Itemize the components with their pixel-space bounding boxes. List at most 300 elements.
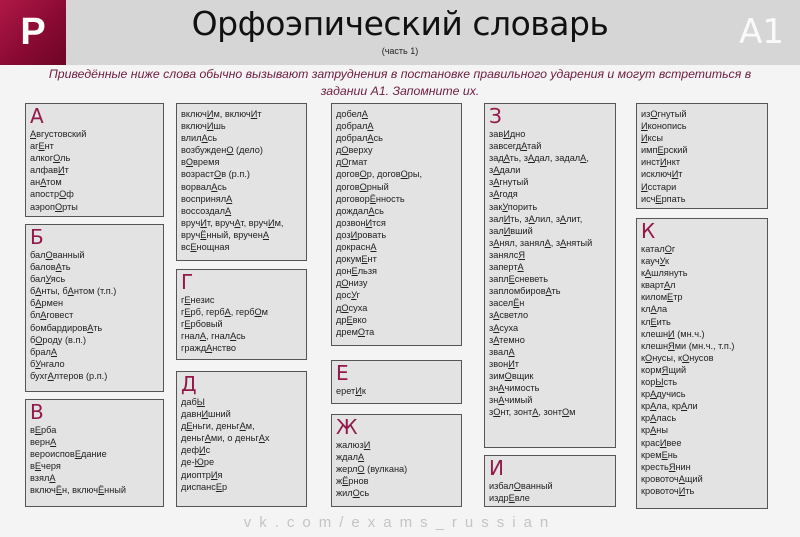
stressed-letter: О <box>341 145 349 156</box>
dictionary-word: исчЕрпать <box>641 193 686 204</box>
dictionary-word: балУясь <box>30 274 66 285</box>
stressed-letter: О <box>504 370 512 381</box>
dictionary-word: вернА <box>30 437 57 448</box>
page-subtitle: (часть 1) <box>381 46 419 56</box>
stressed-letter: А <box>226 193 233 204</box>
stressed-letter: И <box>365 217 373 228</box>
section-v <box>25 399 164 507</box>
dictionary-word: кАшлянуть <box>641 268 688 279</box>
dictionary-word: знАчимость <box>489 382 540 393</box>
dictionary-word: дождалАсь <box>336 205 384 216</box>
stressed-letter: А <box>580 153 587 164</box>
section-e <box>331 360 462 404</box>
dictionary-word: клешнЯми (мн.ч., т.п.) <box>641 340 735 351</box>
stressed-letter: А <box>650 304 657 315</box>
dictionary-word: завсегдАтай <box>489 141 542 152</box>
dictionary-word: зимОвщик <box>489 370 534 381</box>
stressed-letter: А <box>30 129 37 139</box>
stressed-letter: И <box>206 121 214 132</box>
dictionary-word: завИдно <box>489 129 526 139</box>
stressed-letter: А <box>645 268 652 279</box>
stressed-letter: А <box>493 177 500 188</box>
dictionary-word: крАлась <box>641 413 677 424</box>
dictionary-word: дОнизу <box>336 278 368 289</box>
stressed-letter: Е <box>186 421 193 432</box>
section-letter: А <box>30 104 44 128</box>
dictionary-word: включЁн, включЁнный <box>30 485 127 496</box>
dictionary-word: исключИт <box>641 169 683 180</box>
dictionary-word: диспансЕр <box>181 481 228 492</box>
stressed-letter: У <box>351 290 357 301</box>
stressed-letter: Е <box>184 307 191 318</box>
dictionary-word: донЕльзя <box>336 266 378 277</box>
stressed-letter: Е <box>346 314 353 325</box>
stressed-letter: А <box>681 401 688 412</box>
intro-line-2: задании А1. Запомните их. <box>320 84 480 98</box>
section-g <box>176 269 307 360</box>
section-letter: И <box>489 456 504 480</box>
stressed-letter: А <box>204 433 211 444</box>
stressed-letter: А <box>370 242 377 253</box>
stressed-letter: Е <box>351 266 358 277</box>
stressed-letter: Я <box>518 249 525 260</box>
dictionary-word: звалА <box>489 346 515 357</box>
dictionary-word: агЕнт <box>30 141 54 152</box>
header <box>0 0 800 65</box>
stressed-letter: А <box>678 473 685 484</box>
dictionary-word: баловАть <box>30 262 71 273</box>
dictionary-word: задАть, зАдал, задалА, <box>489 153 589 164</box>
section-zh <box>331 414 462 507</box>
stressed-letter: А <box>357 452 365 463</box>
stressed-letter: А <box>493 165 500 176</box>
stressed-letter: А <box>199 331 207 342</box>
section-z <box>484 103 616 448</box>
dictionary-word: клАла <box>641 304 668 315</box>
stressed-letter: И <box>641 121 648 132</box>
section-i <box>484 455 616 507</box>
dictionary-word: клЕить <box>641 316 671 327</box>
section-letter: В <box>30 400 44 424</box>
stressed-letter: О <box>55 201 63 212</box>
dictionary-word: дозИровать <box>336 229 387 240</box>
dictionary-word: дОгмат <box>336 157 368 168</box>
stressed-letter: И <box>210 469 218 480</box>
dictionary-word: залИвший <box>489 225 533 236</box>
dictionary-word: звонИт <box>489 358 520 369</box>
stressed-letter: Е <box>38 141 45 152</box>
stressed-letter: Е <box>184 295 191 305</box>
stressed-letter: У <box>45 274 51 285</box>
stressed-letter: А <box>35 298 42 309</box>
dictionary-word: докумЕнт <box>336 254 377 265</box>
stressed-letter: Е <box>34 425 42 435</box>
stressed-letter: Ы <box>196 397 205 407</box>
dictionary-word: включИм, включИт <box>181 109 262 119</box>
dictionary-word: кремЕнь <box>641 449 678 460</box>
section-a <box>25 103 164 217</box>
stressed-letter: И <box>199 445 206 456</box>
section-b <box>25 224 164 392</box>
stressed-letter: И <box>350 229 358 240</box>
dictionary-word: заселЁн <box>489 298 525 309</box>
dictionary-word: досУг <box>336 290 360 301</box>
dictionary-word: вЕрба <box>30 425 57 435</box>
stressed-letter: Е <box>657 145 664 156</box>
dictionary-word: вЕчеря <box>30 461 61 472</box>
stressed-letter: А <box>493 237 500 248</box>
stressed-letter: А <box>224 307 231 318</box>
dictionary-word: добелА <box>336 109 368 119</box>
stressed-letter: Е <box>661 449 668 460</box>
stressed-letter: О <box>562 407 570 418</box>
dictionary-word: блАговест <box>30 310 74 321</box>
dictionary-word: бралА <box>30 346 57 357</box>
stressed-letter: О <box>645 352 653 363</box>
dictionary-word: красИвее <box>641 437 682 448</box>
stressed-letter: А <box>493 322 500 333</box>
stressed-letter: О <box>45 250 53 260</box>
stressed-letter: О <box>254 307 262 318</box>
section-d-continued <box>331 103 462 346</box>
stressed-letter: О <box>357 464 365 475</box>
dictionary-word: крестьЯнин <box>641 461 691 472</box>
dictionary-word: алфавИт <box>30 165 69 176</box>
dictionary-word: запертА <box>489 262 524 273</box>
stressed-letter: А <box>35 286 42 297</box>
stressed-letter: Ы <box>655 377 664 388</box>
dictionary-word: граждАнство <box>181 343 236 354</box>
dictionary-word: инстИнкт <box>641 157 681 168</box>
dictionary-word: импЕрский <box>641 145 688 156</box>
stressed-letter: А <box>225 205 232 216</box>
stressed-letter: А <box>498 382 505 393</box>
dictionary-word: возрастОв (р.п.) <box>181 169 250 180</box>
footer-watermark: vk.com/exams_russian <box>243 514 557 531</box>
dictionary-word: диоптрИя <box>181 469 223 480</box>
stressed-letter: А <box>230 331 237 342</box>
section-i-continued <box>636 103 768 209</box>
dictionary-word: дефИс <box>181 445 211 456</box>
stressed-letter: И <box>503 129 510 139</box>
dictionary-word: добралАсь <box>336 133 383 144</box>
dictionary-word: залИть, зАлил, зАлит, <box>489 213 583 224</box>
dictionary-word: закУпорить <box>489 201 538 212</box>
app-logo-icon: P <box>0 0 66 65</box>
dictionary-word: зАтемно <box>489 334 525 345</box>
stressed-letter: Ё <box>369 193 376 204</box>
stressed-letter: Е <box>508 493 515 504</box>
dictionary-word: договОр, договОры, <box>336 169 423 180</box>
stressed-letter: А <box>498 395 505 406</box>
stressed-letter: И <box>508 358 515 369</box>
stressed-letter: Е <box>34 461 42 472</box>
stressed-letter: Е <box>361 254 368 265</box>
dictionary-word: деньгАми, о деньгАх <box>181 433 270 444</box>
section-letter: Е <box>336 361 349 385</box>
dictionary-word: жилОсь <box>336 488 370 499</box>
stressed-letter: Е <box>508 274 515 285</box>
dictionary-word: де-Юре <box>181 457 215 468</box>
dictionary-word: бАнты, бАнтом (т.п.) <box>30 286 117 297</box>
dictionary-word: всЕнощная <box>181 242 230 253</box>
stressed-letter: О <box>650 109 658 119</box>
stressed-letter: Я <box>668 461 676 472</box>
stressed-letter: О <box>341 157 349 168</box>
section-letter: З <box>489 104 502 128</box>
stressed-letter: А <box>40 177 47 188</box>
dictionary-word: кОнусы, кОнусов <box>641 352 714 363</box>
stressed-letter: А <box>201 133 208 144</box>
dictionary-word: анАтом <box>30 177 62 188</box>
stressed-letter: А <box>560 237 567 248</box>
stressed-letter: Е <box>655 193 662 204</box>
stressed-letter: Е <box>215 481 222 492</box>
stressed-letter: А <box>239 421 246 432</box>
stressed-letter: У <box>659 256 666 267</box>
dictionary-word: Иксы <box>641 133 663 144</box>
dictionary-word: включИшь <box>181 121 226 132</box>
dictionary-word: аэропОрты <box>30 201 78 212</box>
stressed-letter: Ё <box>200 229 207 240</box>
stressed-letter: А <box>211 181 218 192</box>
dictionary-word: корЫсть <box>641 377 678 388</box>
dictionary-word: бомбардировАть <box>30 322 103 333</box>
stressed-letter: А <box>67 286 74 297</box>
dictionary-word: жалюзИ <box>336 440 371 450</box>
stressed-letter: О <box>35 334 43 345</box>
dictionary-word: бУнгало <box>30 358 65 369</box>
dictionary-word: гЕнезис <box>181 295 215 305</box>
dictionary-word: зАсуха <box>489 322 519 333</box>
intro-line-1: Приведённые ниже слова обычно вызывают затруднения в постановке правильного ударения и могут встретиться в <box>48 67 752 81</box>
stressed-letter: И <box>503 213 511 224</box>
dictionary-word: дОсуха <box>336 302 368 313</box>
stressed-letter: У <box>35 358 41 369</box>
stressed-letter: А <box>650 425 657 436</box>
stressed-letter: И <box>641 181 648 192</box>
stressed-letter: А <box>650 389 657 400</box>
stressed-letter: И <box>58 165 65 176</box>
stressed-letter: О <box>513 481 521 491</box>
stressed-letter: А <box>493 334 500 345</box>
stressed-letter: И <box>363 440 371 450</box>
dictionary-word: бАрмен <box>30 298 64 309</box>
dictionary-word: дЕньги, деньгАм, <box>181 421 255 432</box>
dictionary-word: влилАсь <box>181 133 218 144</box>
dictionary-word: добралА <box>336 121 374 132</box>
dictionary-word: докраснА <box>336 242 377 253</box>
dictionary-word: ждалА <box>336 452 365 463</box>
task-badge: A1 <box>739 12 784 52</box>
dictionary-word: воспринялА <box>181 193 233 204</box>
section-letter: Д <box>181 372 197 396</box>
dictionary-word: вручИт, вручАт, вручИм, <box>181 217 284 228</box>
stressed-letter: О <box>341 278 349 289</box>
dictionary-word: дозвонИтся <box>336 217 386 228</box>
stressed-letter: А <box>49 473 56 484</box>
stressed-letter: О <box>664 244 672 254</box>
stressed-letter: О <box>400 169 408 180</box>
stressed-letter: Е <box>190 242 197 253</box>
dictionary-word: кровоточАщий <box>641 473 703 484</box>
stressed-letter: И <box>201 409 209 420</box>
dictionary-word: возбужденО (дело) <box>181 145 263 156</box>
section-d <box>176 371 307 507</box>
stressed-letter: А <box>650 401 657 412</box>
stressed-letter: А <box>559 213 567 224</box>
dictionary-word: дабЫ <box>181 397 205 407</box>
dictionary-word: гЕрб, гербА, гербОм <box>181 307 268 318</box>
dictionary-word: занялсЯ <box>489 249 525 260</box>
section-letter: Г <box>181 270 194 294</box>
stressed-letter: Е <box>667 292 674 303</box>
stressed-letter: А <box>55 262 62 273</box>
stressed-letter: А <box>50 346 57 357</box>
dictionary-word: каучУк <box>641 256 670 267</box>
dictionary-word: крАны <box>641 425 668 436</box>
dictionary-word: гналА, гналАсь <box>181 331 246 342</box>
stressed-letter: А <box>361 109 368 119</box>
dictionary-word: жЁрнов <box>336 476 369 487</box>
stressed-letter: Ё <box>342 476 349 487</box>
intro-text <box>0 66 800 100</box>
dictionary-word: киломЕтр <box>641 292 683 303</box>
stressed-letter: А <box>521 141 528 152</box>
stressed-letter: А <box>258 433 265 444</box>
dictionary-word: взялА <box>30 473 56 484</box>
dictionary-word: квартАл <box>641 280 676 291</box>
stressed-letter: Ё <box>98 485 105 496</box>
stressed-letter: И <box>671 169 679 180</box>
stressed-letter: И <box>660 157 667 168</box>
dictionary-word: ворвалАсь <box>181 181 227 192</box>
dictionary-word: зАгнутый <box>489 177 529 188</box>
stressed-letter: Я <box>661 364 669 375</box>
stressed-letter: А <box>262 229 270 240</box>
stressed-letter: А <box>367 121 374 132</box>
dictionary-word: дрЕвко <box>336 314 367 325</box>
dictionary-word: апострОф <box>30 189 74 200</box>
dictionary-word: кровоточИть <box>641 485 695 496</box>
stressed-letter: О <box>493 407 501 418</box>
dictionary-word: избалОванный <box>489 481 553 491</box>
stressed-letter: А <box>532 407 539 418</box>
dictionary-word: Исстари <box>641 181 677 192</box>
stressed-letter: А <box>508 346 515 357</box>
stressed-letter: А <box>650 413 657 424</box>
stressed-letter: А <box>87 322 94 333</box>
dictionary-word: вручЁнный, врученА <box>181 229 270 240</box>
dictionary-word: вероисповЕдание <box>30 449 107 460</box>
stressed-letter: О <box>359 169 367 180</box>
dictionary-word: дремОта <box>336 326 375 337</box>
dictionary-word: зАсветло <box>489 310 529 321</box>
dictionary-word: кормЯщий <box>641 364 687 375</box>
stressed-letter: И <box>503 225 511 236</box>
dictionary-word: Августовский <box>30 129 87 139</box>
dictionary-word: жерлО (вулкана) <box>336 464 408 475</box>
stressed-letter: А <box>368 205 375 216</box>
dictionary-word: бОроду (в.п.) <box>30 334 87 345</box>
dictionary-word: зАнял, занялА, зАнятый <box>489 237 593 248</box>
stressed-letter: А <box>528 213 535 224</box>
stressed-letter: И <box>355 386 362 396</box>
dictionary-word: дОверху <box>336 145 373 156</box>
stressed-letter: Ё <box>55 485 62 496</box>
stressed-letter: О <box>357 326 366 337</box>
section-letter: К <box>641 219 656 243</box>
stressed-letter: О <box>359 181 367 192</box>
stressed-letter: А <box>527 153 535 164</box>
stressed-letter: И <box>678 485 686 496</box>
stressed-letter: О <box>682 352 690 363</box>
dictionary-word: зАгодя <box>489 189 518 200</box>
dictionary-word: крАдучись <box>641 389 686 400</box>
dictionary-word: гЕрбовый <box>181 319 223 330</box>
stressed-letter: И <box>641 133 648 144</box>
section-letter: Ж <box>336 415 358 439</box>
dictionary-word: каталОг <box>641 244 676 254</box>
dictionary-word: договорЁнность <box>336 193 405 204</box>
section-v-continued <box>176 103 307 261</box>
stressed-letter: А <box>664 280 671 291</box>
section-k <box>636 218 768 509</box>
stressed-letter: О <box>226 145 234 156</box>
page-title: Орфоэпический словарь <box>191 4 609 43</box>
stressed-letter: А <box>47 370 54 381</box>
stressed-letter: А <box>50 437 57 448</box>
stressed-letter: Е <box>184 319 191 330</box>
stressed-letter: А <box>517 262 524 273</box>
stressed-letter: О <box>59 189 67 200</box>
stressed-letter: И <box>659 437 667 448</box>
stressed-letter: А <box>493 189 500 200</box>
stressed-letter: О <box>214 169 222 180</box>
dictionary-word: бухгАлтеров (р.п.) <box>30 370 108 381</box>
dictionary-word: заплЕсневеть <box>489 274 549 285</box>
stressed-letter: И <box>267 217 275 228</box>
stressed-letter: И <box>200 217 207 228</box>
stressed-letter: Е <box>74 449 81 460</box>
dictionary-word: изОгнутый <box>641 109 687 119</box>
stressed-letter: А <box>367 133 374 144</box>
section-letter: Б <box>30 225 44 249</box>
stressed-letter: А <box>206 343 213 354</box>
dictionary-word: договОрный <box>336 181 389 192</box>
stressed-letter: И <box>668 328 675 339</box>
dictionary-word: Иконопись <box>641 121 687 132</box>
stressed-letter: О <box>185 157 194 168</box>
stressed-letter: О <box>352 488 360 499</box>
dictionary-word: зАдали <box>489 165 521 176</box>
dictionary-word: алкогОль <box>30 153 71 164</box>
stressed-letter: И <box>250 109 258 119</box>
dictionary-word: клешнИ (мн.ч.) <box>641 328 705 339</box>
dictionary-word: воссоздалА <box>181 205 232 216</box>
dictionary-word: вОвремя <box>181 157 220 168</box>
stressed-letter: О <box>53 153 61 164</box>
stressed-letter: А <box>503 153 510 164</box>
stressed-letter: Ё <box>513 298 520 309</box>
dictionary-word: зОнт, зонтА, зонтОм <box>489 407 576 418</box>
stressed-letter: Ю <box>194 457 204 468</box>
stressed-letter: Е <box>650 316 657 327</box>
stressed-letter: А <box>545 286 552 297</box>
dictionary-word: давнИшний <box>181 409 231 420</box>
stressed-letter: А <box>544 237 551 248</box>
dictionary-word: запломбировАть <box>489 286 561 297</box>
